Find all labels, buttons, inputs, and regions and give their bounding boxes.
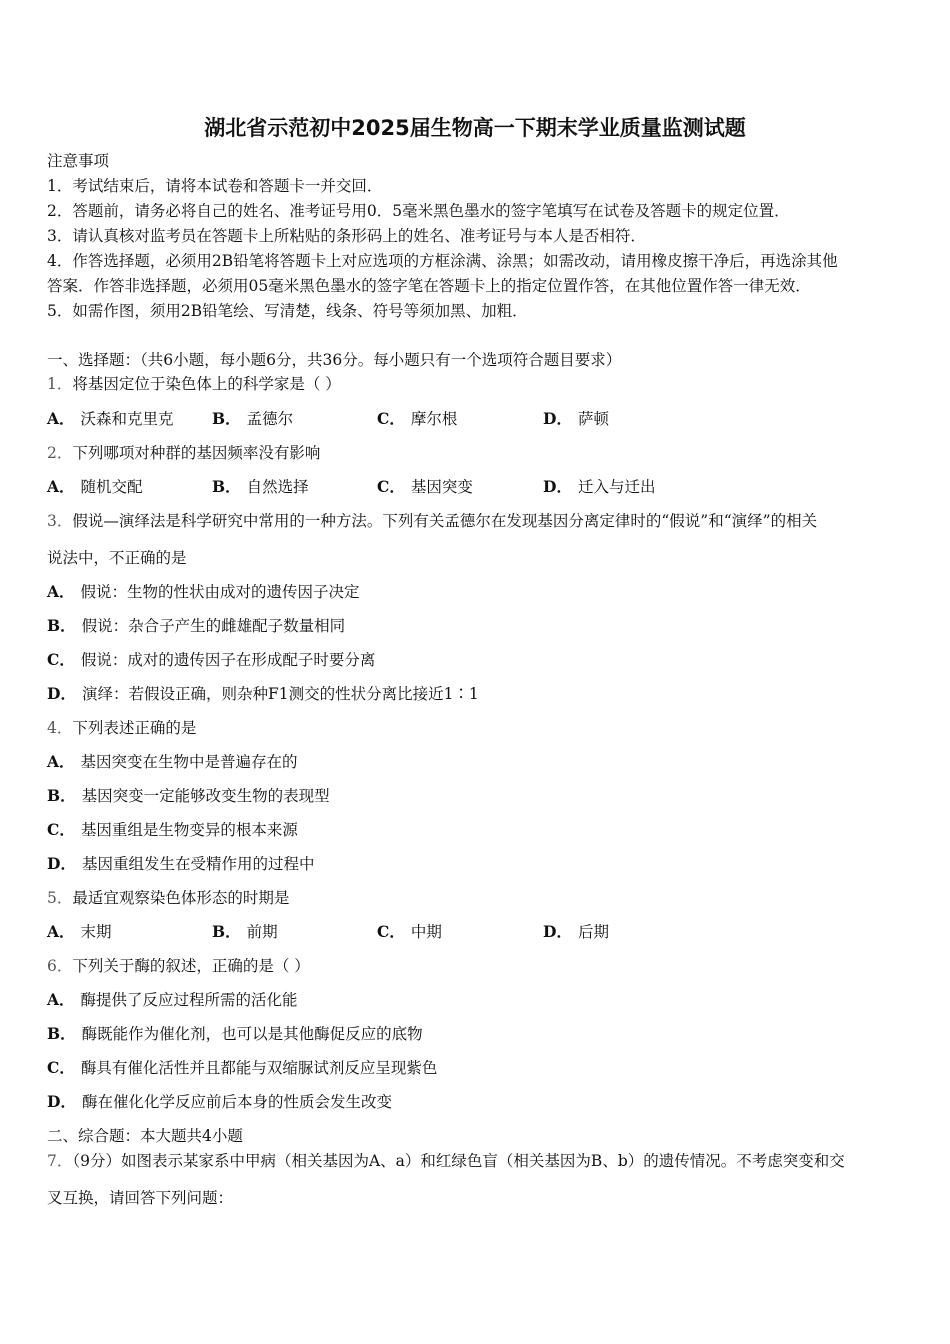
option-letter: A． xyxy=(47,922,75,941)
answer-option[interactable] xyxy=(47,684,479,704)
question-stem xyxy=(47,1151,845,1171)
option-letter: C． xyxy=(377,477,405,496)
option-letter: D． xyxy=(47,854,76,873)
question-number: 4． xyxy=(47,719,73,737)
notice-item: 3．请认真核对监考员在答题卡上所粘贴的条形码上的姓名、准考证号与本人是否相符． xyxy=(47,227,646,245)
option-letter: C． xyxy=(47,650,75,669)
question-text-cont: 叉互换，请回答下列问题： xyxy=(47,1189,234,1207)
option-text: 酶既能作为催化剂，也可以是其他酶促反应的底物 xyxy=(81,1025,423,1043)
option-letter: B． xyxy=(212,922,241,941)
question-number: 7． xyxy=(47,1152,73,1170)
option-letter: A． xyxy=(47,409,75,428)
question-text: 将基因定位于染色体上的科学家是（ ） xyxy=(72,375,341,393)
option-text: 后期 xyxy=(577,923,609,941)
answer-option[interactable] xyxy=(47,409,174,429)
answer-option[interactable] xyxy=(47,650,375,670)
answer-option[interactable] xyxy=(212,477,309,497)
option-text: 酶提供了反应过程所需的活化能 xyxy=(80,991,298,1009)
option-letter: C． xyxy=(47,1058,75,1077)
option-letter: A． xyxy=(47,752,75,771)
option-letter: B． xyxy=(212,409,241,428)
answer-option[interactable] xyxy=(47,1024,423,1044)
option-letter: B． xyxy=(212,477,241,496)
answer-option[interactable] xyxy=(47,616,345,636)
question-text-cont: 说法中，不正确的是 xyxy=(47,549,187,567)
question-text: 假说—演绎法是科学研究中常用的一种方法。下列有关孟德尔在发现基因分离定律时的“假说”和“演绎”的相关 xyxy=(72,512,818,530)
answer-option[interactable] xyxy=(47,990,298,1010)
option-text: 末期 xyxy=(80,923,112,941)
notice-item: 2．答题前，请务必将自己的姓名、准考证号用0．5毫米黑色墨水的签字笔填写在试卷及答题卡的规定位置． xyxy=(47,202,790,220)
answer-option[interactable] xyxy=(47,752,298,772)
option-text: 基因重组是生物变异的根本来源 xyxy=(80,821,298,839)
section-heading: 二、综合题：本大题共4小题 xyxy=(47,1127,243,1145)
question-text: 下列关于酶的叙述，正确的是（ ） xyxy=(72,957,310,975)
option-text: 基因突变在生物中是普遍存在的 xyxy=(80,753,298,771)
question-stem xyxy=(47,956,310,976)
question-stem xyxy=(47,374,341,394)
section-heading: 一、选择题：（共6小题，每小题6分，共36分。每小题只有一个选项符合题目要求） xyxy=(47,351,622,369)
option-text: 中期 xyxy=(410,923,442,941)
answer-option[interactable] xyxy=(47,1058,437,1078)
question-stem xyxy=(47,888,289,908)
answer-option[interactable] xyxy=(212,409,293,429)
option-text: 萨顿 xyxy=(577,410,609,428)
question-number: 3． xyxy=(47,512,73,530)
question-number: 1． xyxy=(47,375,73,393)
option-letter: A． xyxy=(47,990,75,1009)
answer-option[interactable] xyxy=(47,786,330,806)
option-letter: C． xyxy=(377,922,405,941)
option-letter: D． xyxy=(47,684,76,703)
question-stem xyxy=(47,443,320,463)
answer-option[interactable] xyxy=(47,477,143,497)
option-letter: B． xyxy=(47,786,76,805)
notice-item: 5．如需作图，须用2B铅笔绘、写清楚，线条、符号等须加黑、加粗． xyxy=(47,302,528,320)
notice-item: 4．作答选择题，必须用2B铅笔将答题卡上对应选项的方框涂满、涂黑；如需改动，请用橡皮擦干净后，再选涂其他 xyxy=(47,252,838,270)
answer-option[interactable] xyxy=(543,922,609,942)
answer-option[interactable] xyxy=(377,922,442,942)
option-text: 酶在催化化学反应前后本身的性质会发生改变 xyxy=(81,1093,392,1111)
option-text: 自然选择 xyxy=(246,478,309,496)
question-number: 2． xyxy=(47,444,73,462)
answer-option[interactable] xyxy=(47,582,360,602)
answer-option[interactable] xyxy=(377,409,457,429)
option-text: 沃森和克里克 xyxy=(80,410,174,428)
option-letter: A． xyxy=(47,477,75,496)
option-text: 摩尔根 xyxy=(410,410,458,428)
question-text: 最适宜观察染色体形态的时期是 xyxy=(72,889,290,907)
option-text: 演绎：若假设正确，则杂种F1测交的性状分离比接近1∶1 xyxy=(81,685,479,703)
notice-item: 1．考试结束后，请将本试卷和答题卡一并交回． xyxy=(47,177,383,195)
option-text: 孟德尔 xyxy=(246,410,294,428)
option-text: 假说：杂合子产生的雌雄配子数量相同 xyxy=(81,617,346,635)
option-text: 基因突变 xyxy=(410,478,473,496)
option-letter: D． xyxy=(47,1092,76,1111)
answer-option[interactable] xyxy=(47,1092,392,1112)
page-title: 湖北省示范初中2025届生物高一下期末学业质量监测试题 xyxy=(204,116,746,140)
option-text: 基因重组发生在受精作用的过程中 xyxy=(81,855,315,873)
option-letter: D． xyxy=(543,409,572,428)
answer-option[interactable] xyxy=(543,477,655,497)
question-number: 6． xyxy=(47,957,73,975)
notice-heading: 注意事项 xyxy=(47,152,110,170)
option-text: 假说：成对的遗传因子在形成配子时要分离 xyxy=(80,651,376,669)
option-letter: D． xyxy=(543,922,572,941)
question-text: 下列表述正确的是 xyxy=(72,719,197,737)
question-text: （9分）如图表示某家系中甲病（相关基因为A、a）和红绿色盲（相关基因为B、b）的遗传情况。不考虑突变和交 xyxy=(72,1152,845,1170)
option-text: 基因突变一定能够改变生物的表现型 xyxy=(81,787,330,805)
answer-option[interactable] xyxy=(47,922,112,942)
option-letter: A． xyxy=(47,582,75,601)
answer-option[interactable] xyxy=(47,820,298,840)
question-stem xyxy=(47,718,196,738)
option-text: 迁入与迁出 xyxy=(577,478,656,496)
option-letter: D． xyxy=(543,477,572,496)
option-text: 随机交配 xyxy=(80,478,143,496)
answer-option[interactable] xyxy=(377,477,473,497)
option-letter: B． xyxy=(47,616,76,635)
question-text: 下列哪项对种群的基因频率没有影响 xyxy=(72,444,321,462)
answer-option[interactable] xyxy=(47,854,314,874)
question-number: 5． xyxy=(47,889,73,907)
answer-option[interactable] xyxy=(543,409,609,429)
question-stem xyxy=(47,511,817,531)
notice-item: 答案．作答非选择题，必须用05毫米黑色墨水的签字笔在答题卡上的指定位置作答，在其他位置作答一律无效． xyxy=(47,277,811,295)
option-letter: B． xyxy=(47,1024,76,1043)
option-text: 假说：生物的性状由成对的遗传因子决定 xyxy=(80,583,360,601)
option-text: 酶具有催化活性并且都能与双缩脲试剂反应呈现紫色 xyxy=(80,1059,438,1077)
option-text: 前期 xyxy=(246,923,278,941)
option-letter: C． xyxy=(47,820,75,839)
answer-option[interactable] xyxy=(212,922,278,942)
option-letter: C． xyxy=(377,409,405,428)
